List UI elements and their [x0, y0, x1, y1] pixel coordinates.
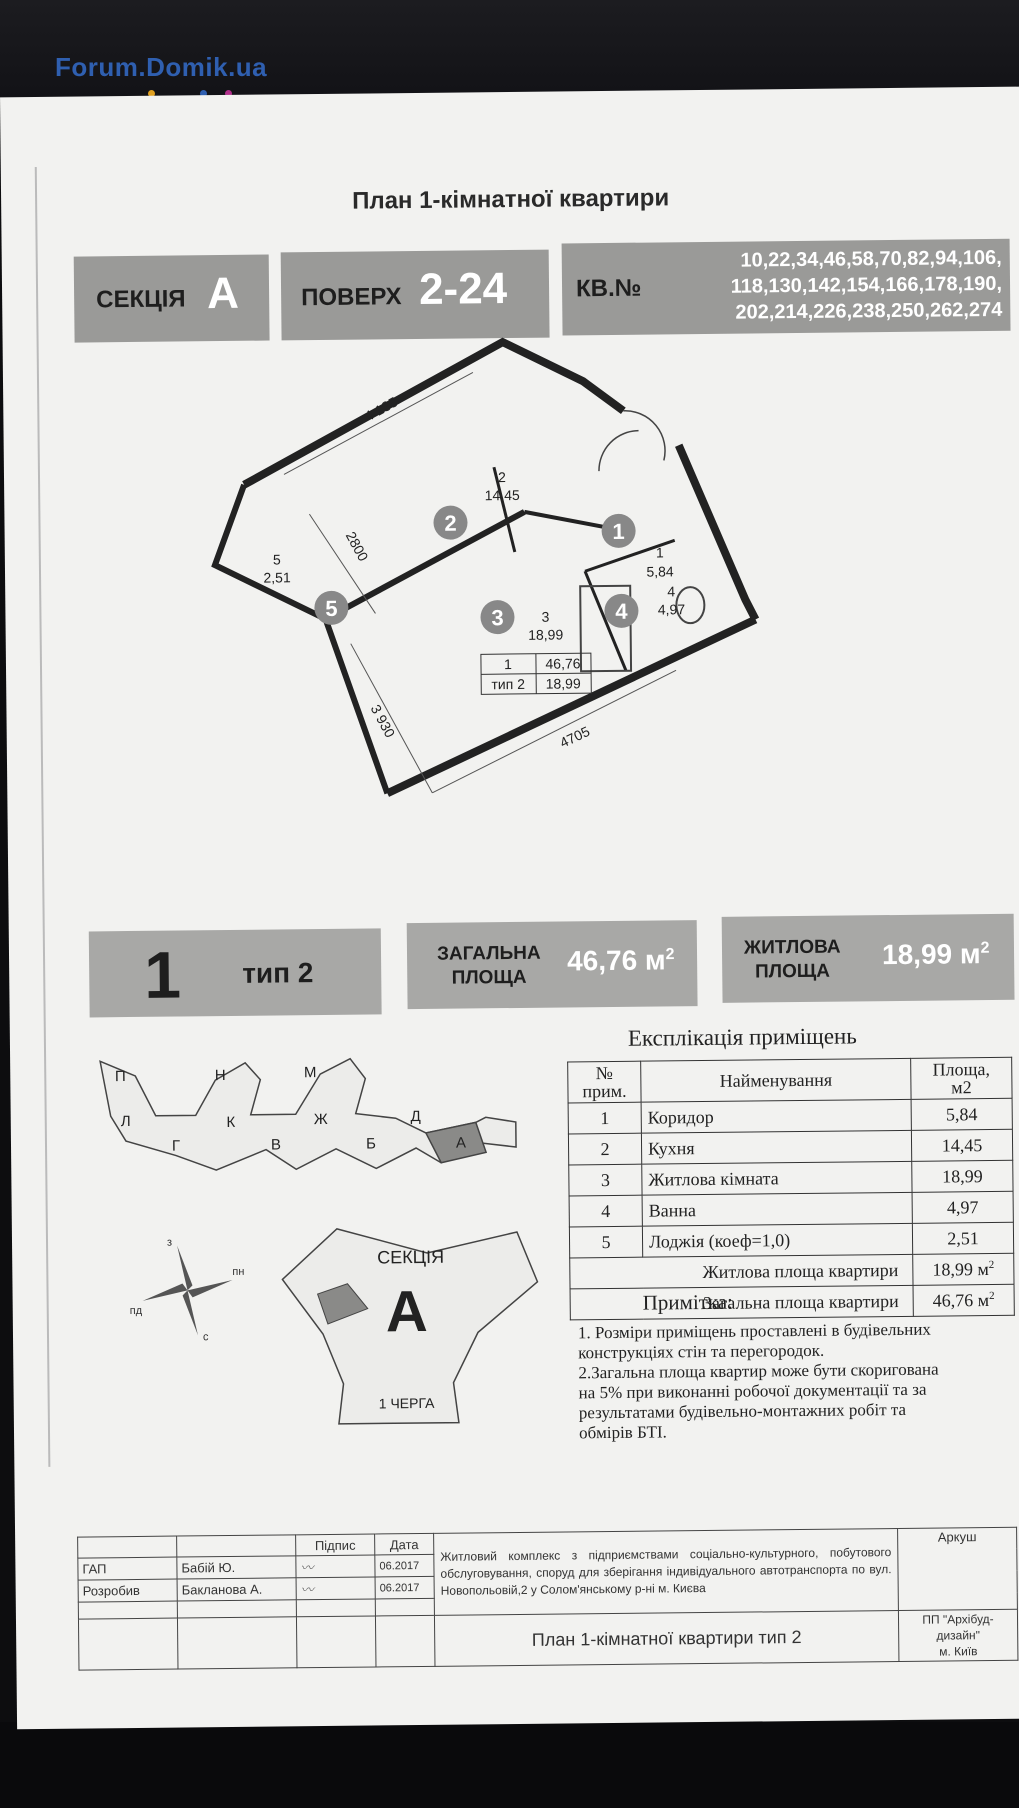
wall-bottom — [386, 619, 758, 793]
page-title: План 1-кімнатної квартири — [351, 184, 670, 215]
sign-header: Підпис — [296, 1534, 375, 1556]
key-letter-b: Б — [365, 1135, 377, 1153]
compass-east: пд — [129, 1304, 143, 1318]
note-line: результатами будівельно-монтажних робіт та — [578, 1399, 907, 1423]
compass-south: с — [202, 1331, 209, 1344]
compass-west: з — [166, 1236, 173, 1249]
explication-table — [567, 1057, 1015, 1321]
drawing-title: План 1-кімнатної квартири тип 2 — [434, 1611, 899, 1667]
room1-number: 1 — [655, 544, 664, 561]
compass-north: пн — [232, 1265, 245, 1278]
room2-number: 2 — [498, 469, 507, 486]
role-gap: ГАП — [78, 1557, 177, 1580]
apt-line-1: 10,22,34,46,58,70,82,94,106, — [740, 246, 1002, 272]
section-label: СЕКЦІЯ — [96, 285, 186, 314]
note-line: обмірів БТІ. — [578, 1422, 667, 1443]
key-letter-d: Д — [410, 1107, 421, 1126]
dim-4135: 4 135 — [361, 393, 401, 425]
dim-4705: 4705 — [557, 722, 593, 751]
rooms-type-box — [89, 928, 382, 1017]
living-area-value: 18,99 $м^2$ — [881, 938, 990, 971]
table-row: 1 Коридор 5,84 — [568, 1098, 1012, 1134]
wall-left — [214, 483, 387, 795]
note-line: 2.Загальна площа квартир може бути скоригована — [578, 1359, 939, 1383]
room-marker-5-label: 5 — [325, 595, 338, 621]
key-letter-zh: Ж — [313, 1110, 328, 1129]
floor-label: ПОВЕРХ — [301, 283, 402, 312]
signature-1: 〰 — [296, 1555, 375, 1578]
col-number-header: № прим. — [568, 1061, 641, 1103]
key-letter-m: М — [303, 1064, 317, 1082]
table-row: 2 Кухня 14,45 — [568, 1129, 1012, 1165]
room2-area: 14,45 — [484, 486, 520, 504]
door-arc-outer — [623, 410, 665, 460]
room-marker-4-label: 4 — [615, 598, 628, 624]
room-marker-2-label: 2 — [444, 510, 457, 536]
name-developer: Бакланова А. — [177, 1578, 296, 1601]
room-marker-1-label: 1 — [612, 518, 625, 544]
total-area-value: 46,76 $м^2$ — [566, 944, 675, 977]
explication-title: Експлікація приміщень — [627, 1023, 857, 1051]
total-area-label-2: ПЛОЩА — [451, 966, 527, 989]
date-header: Дата — [375, 1533, 434, 1555]
apt-numbers — [652, 245, 1003, 327]
date-2: 06.2017 — [375, 1576, 434, 1599]
table-row: 5 Лоджія (коеф=1,0) 2,51 — [569, 1222, 1013, 1258]
section-key-plan — [277, 1222, 549, 1435]
living-total-row: Житлова площа квартири 18,99 $м^2$ — [570, 1253, 1014, 1289]
apt-line-3: 202,214,226,238,250,262,274 — [735, 298, 1003, 324]
dim-3930: 3 930 — [367, 701, 399, 741]
key-letter-n: Н — [214, 1067, 226, 1085]
legend-total: 46,76 — [545, 655, 581, 672]
room1-area: 5,84 — [646, 563, 674, 580]
key-letter-k: К — [226, 1113, 236, 1132]
project-description: Житловий комплекс з підприємствами соціально-культурного, побутового обслуговування, споруд для зберігання індивідуального автотранспорта по вул. Новопольовій,2 у Солом'янському р-ні м. Києва — [434, 1529, 899, 1616]
name-gap: Бабій Ю. — [177, 1556, 296, 1579]
notes-title: Примітка: — [642, 1289, 734, 1315]
table-header-row — [568, 1057, 1012, 1103]
building-key-plan — [95, 1052, 556, 1187]
role-developer: Розробив — [78, 1579, 177, 1602]
key-letter-v: В — [270, 1136, 282, 1154]
table-row: 3 Житлова кімната 18,99 — [569, 1160, 1013, 1196]
stage-label: 1 ЧЕРГА — [378, 1394, 435, 1412]
note-line: 1. Розміри приміщень проставлені в будівельних — [577, 1319, 931, 1343]
room5-area: 2,51 — [263, 569, 291, 586]
document-sheet — [0, 87, 1019, 1730]
signature-2: 〰 — [296, 1577, 375, 1600]
floor-value: 2-24 — [418, 264, 508, 314]
key-letter-h: Г — [171, 1137, 181, 1155]
room-marker-3-label: 3 — [491, 605, 504, 631]
section-value: А — [206, 268, 240, 319]
compass-icon — [127, 1235, 248, 1346]
watermark-logo: Forum.Domik.ua — [55, 52, 268, 82]
wall-top — [243, 341, 624, 485]
living-area-box — [722, 914, 1015, 1003]
room3-area: 18,99 — [528, 626, 564, 643]
total-area-label-1: ЗАГАЛЬНА — [436, 942, 541, 965]
rooms-count: 1 — [143, 937, 182, 1012]
room4-area: 4,97 — [657, 601, 686, 618]
key-letter-l: Л — [120, 1113, 131, 1131]
apartment-legend-box — [481, 653, 591, 694]
title-block — [77, 1527, 1018, 1671]
key-letter-a: А — [455, 1134, 467, 1152]
wall-right — [679, 444, 756, 620]
section-word: СЕКЦІЯ — [377, 1246, 445, 1268]
border-left — [35, 167, 51, 1467]
total-row: Загальна площа квартири 46,76 $м^2$ — [570, 1284, 1014, 1320]
living-area-label-2: ПЛОЩА — [754, 960, 831, 983]
firm-block: ПП "Архібуд-дизайн" м. Київ — [898, 1609, 1018, 1661]
floor-plan — [202, 318, 887, 825]
walls — [213, 339, 758, 795]
room5-number: 5 — [272, 551, 281, 568]
door-arc-entry — [599, 431, 639, 471]
room4-number: 4 — [667, 583, 676, 600]
sheet-label: Аркуш — [898, 1527, 1018, 1610]
section-letter: А — [385, 1278, 428, 1345]
col-name-header: Найменування — [641, 1058, 911, 1102]
notes-body — [578, 1319, 1019, 1444]
room3-number: 3 — [541, 608, 550, 625]
apt-line-2: 118,130,142,154,166,178,190, — [730, 272, 1003, 298]
note-line: на 5% при виконанні робочої документації та за — [578, 1379, 927, 1403]
date-1: 06.2017 — [375, 1554, 434, 1577]
legend-rooms: 1 — [504, 656, 512, 673]
living-area-label-1: ЖИТЛОВА — [743, 936, 841, 959]
background-dark-bottom — [0, 1722, 1019, 1808]
dim-2800: 2800 — [342, 528, 372, 564]
legend-living: 18,99 — [545, 675, 581, 692]
legend-type: тип 2 — [491, 675, 526, 693]
note-line: конструкціях стін та перегородок. — [578, 1340, 825, 1363]
key-letter-p: П — [114, 1068, 126, 1086]
apartment-type: тип 2 — [242, 957, 314, 989]
apt-label: КВ.№ — [575, 274, 642, 303]
col-area-header: Площа, м2 — [911, 1057, 1012, 1099]
table-row: 4 Ванна 4,97 — [569, 1191, 1013, 1227]
total-area-box — [407, 920, 698, 1009]
